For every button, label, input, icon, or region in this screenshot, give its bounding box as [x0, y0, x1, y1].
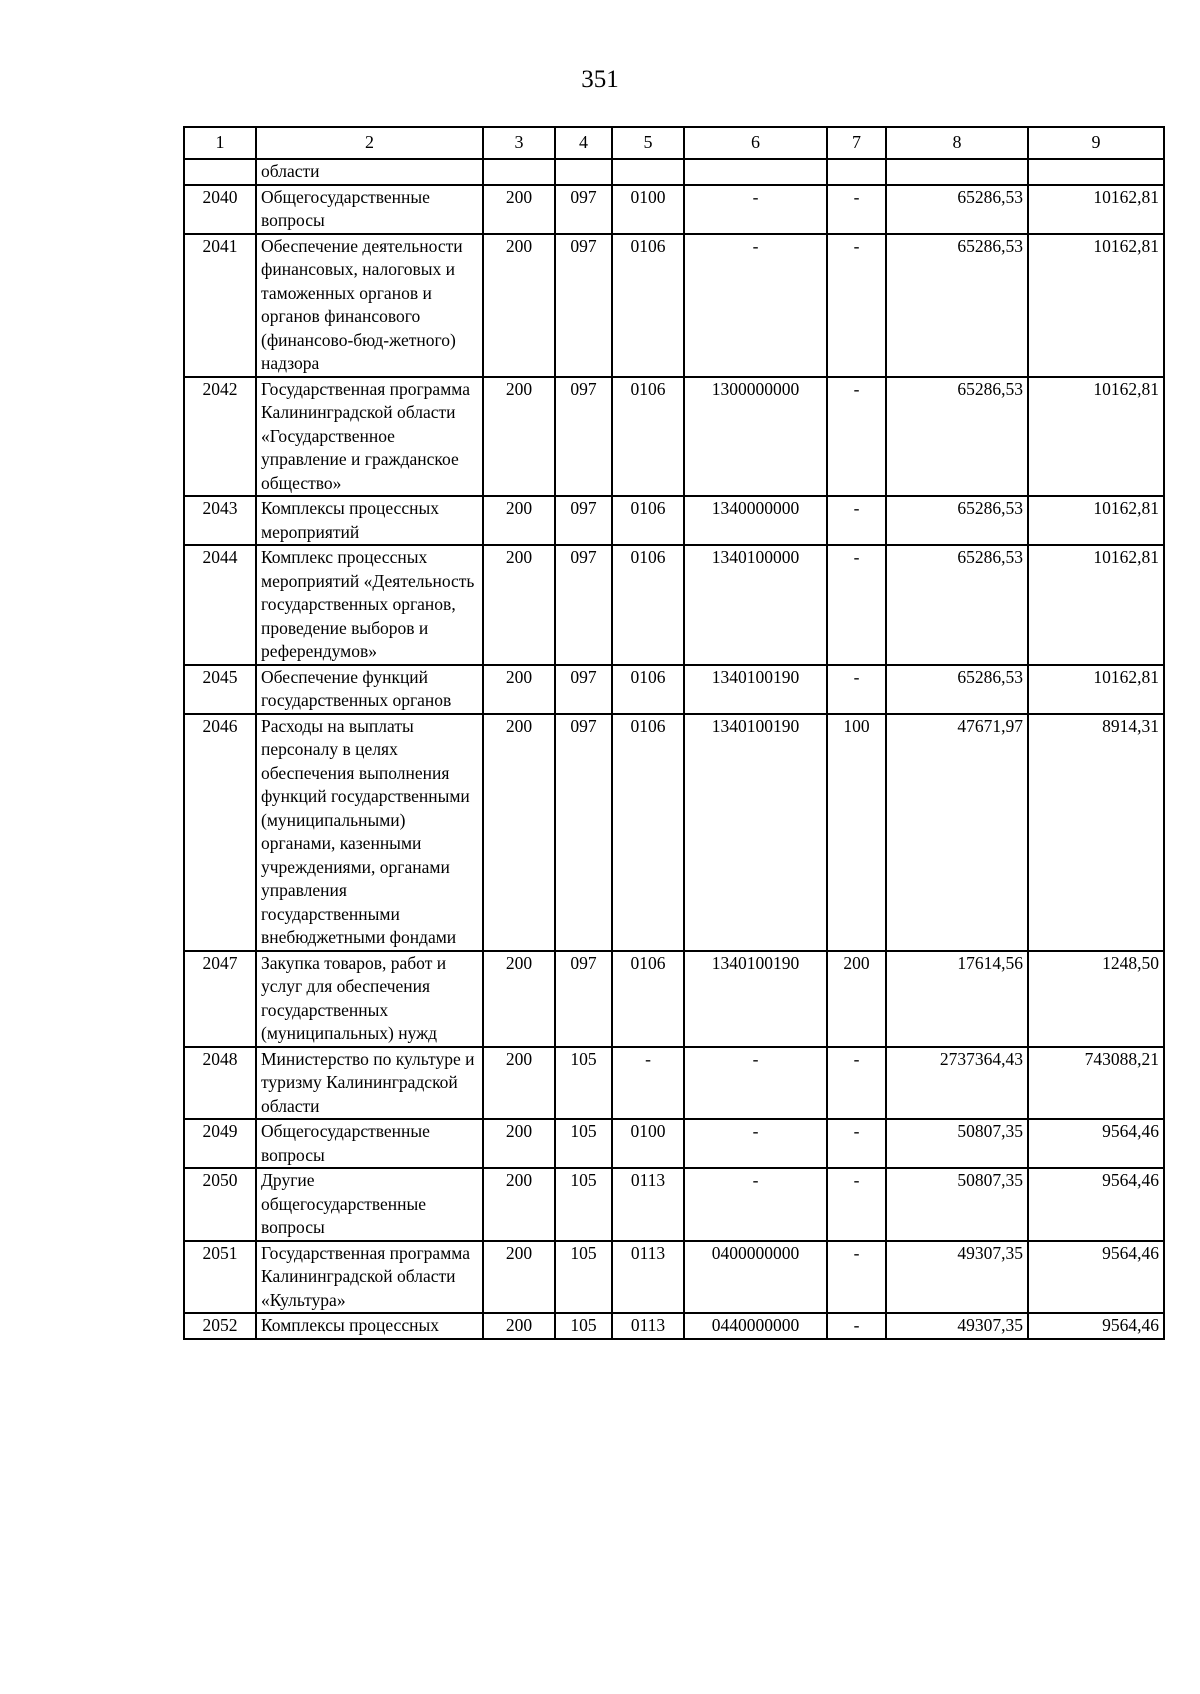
- amount-col-9: 9564,46: [1028, 1241, 1164, 1314]
- code-col-5: 0106: [612, 545, 684, 665]
- amount-col-8: 65286,53: [886, 185, 1028, 234]
- row-number: 2040: [184, 185, 256, 234]
- row-name: Комплексы процессных: [256, 1313, 483, 1339]
- code-col-6: [684, 159, 827, 185]
- amount-col-8: 50807,35: [886, 1119, 1028, 1168]
- page-number: 351: [581, 66, 619, 93]
- code-col-7: -: [827, 185, 886, 234]
- column-header: 3: [483, 127, 555, 159]
- table-body: [184, 159, 1164, 1339]
- row-name: Обеспечение функций государственных органов: [256, 665, 483, 714]
- amount-col-9: 8914,31: [1028, 714, 1164, 951]
- amount-col-9: 10162,81: [1028, 377, 1164, 497]
- code-col-7: [827, 159, 886, 185]
- code-col-5: 0106: [612, 377, 684, 497]
- budget-table: [183, 126, 1165, 1340]
- row-number: 2051: [184, 1241, 256, 1314]
- code-col-5: 0113: [612, 1313, 684, 1339]
- code-col-4: 105: [555, 1047, 612, 1120]
- code-col-5: 0106: [612, 496, 684, 545]
- row-name: Другие общегосударственные вопросы: [256, 1168, 483, 1241]
- amount-col-8: 2737364,43: [886, 1047, 1028, 1120]
- code-col-3: 200: [483, 377, 555, 497]
- code-col-6: -: [684, 185, 827, 234]
- table-row: [184, 496, 1164, 545]
- code-col-5: 0100: [612, 185, 684, 234]
- amount-col-8: 47671,97: [886, 714, 1028, 951]
- amount-col-8: 65286,53: [886, 545, 1028, 665]
- code-col-4: 097: [555, 234, 612, 377]
- code-col-7: 200: [827, 951, 886, 1047]
- row-number: 2052: [184, 1313, 256, 1339]
- code-col-3: 200: [483, 1241, 555, 1314]
- amount-col-8: 49307,35: [886, 1241, 1028, 1314]
- code-col-5: 0106: [612, 951, 684, 1047]
- row-name: Обеспечение деятельности финансовых, налоговых и таможенных органов и органов финансового (финансово-бюд-жетного) надзора: [256, 234, 483, 377]
- table-row: [184, 545, 1164, 665]
- row-number: 2044: [184, 545, 256, 665]
- code-col-4: 097: [555, 377, 612, 497]
- code-col-6: 0440000000: [684, 1313, 827, 1339]
- code-col-7: -: [827, 665, 886, 714]
- amount-col-8: 65286,53: [886, 234, 1028, 377]
- code-col-6: -: [684, 1168, 827, 1241]
- code-col-6: 1300000000: [684, 377, 827, 497]
- amount-col-9: 9564,46: [1028, 1119, 1164, 1168]
- code-col-3: 200: [483, 1313, 555, 1339]
- code-col-6: 1340100190: [684, 951, 827, 1047]
- table-row: [184, 1313, 1164, 1339]
- code-col-7: -: [827, 1168, 886, 1241]
- table-row: [184, 377, 1164, 497]
- code-col-4: 097: [555, 496, 612, 545]
- amount-col-9: [1028, 159, 1164, 185]
- table-row: [184, 1047, 1164, 1120]
- code-col-6: 1340100000: [684, 545, 827, 665]
- code-col-7: -: [827, 234, 886, 377]
- code-col-6: 1340100190: [684, 665, 827, 714]
- row-number: 2047: [184, 951, 256, 1047]
- code-col-7: -: [827, 1047, 886, 1120]
- amount-col-9: 10162,81: [1028, 185, 1164, 234]
- row-number: 2046: [184, 714, 256, 951]
- code-col-3: 200: [483, 234, 555, 377]
- code-col-3: 200: [483, 1168, 555, 1241]
- code-col-4: 097: [555, 665, 612, 714]
- code-col-7: -: [827, 1241, 886, 1314]
- amount-col-8: 65286,53: [886, 496, 1028, 545]
- code-col-4: 105: [555, 1241, 612, 1314]
- amount-col-9: 9564,46: [1028, 1168, 1164, 1241]
- row-name: Расходы на выплаты персоналу в целях обеспечения выполнения функций государственными (муниципальными) органами, казенными учреждениями, органами управления государственными внебюджетными фондами: [256, 714, 483, 951]
- amount-col-9: 10162,81: [1028, 665, 1164, 714]
- code-col-5: 0113: [612, 1168, 684, 1241]
- column-header: 6: [684, 127, 827, 159]
- row-number: 2043: [184, 496, 256, 545]
- row-name: Общегосударственные вопросы: [256, 1119, 483, 1168]
- column-header: 8: [886, 127, 1028, 159]
- amount-col-8: 49307,35: [886, 1313, 1028, 1339]
- table-row: [184, 1119, 1164, 1168]
- code-col-4: 097: [555, 545, 612, 665]
- table-row: [184, 234, 1164, 377]
- amount-col-8: 50807,35: [886, 1168, 1028, 1241]
- table-row: [184, 951, 1164, 1047]
- row-name: Министерство по культуре и туризму Калининградской области: [256, 1047, 483, 1120]
- column-header: 9: [1028, 127, 1164, 159]
- code-col-4: 105: [555, 1119, 612, 1168]
- row-name: Государственная программа Калининградской области «Государственное управление и гражданское общество»: [256, 377, 483, 497]
- code-col-6: 0400000000: [684, 1241, 827, 1314]
- table-row: [184, 1168, 1164, 1241]
- code-col-4: 097: [555, 951, 612, 1047]
- table-row: [184, 185, 1164, 234]
- amount-col-8: [886, 159, 1028, 185]
- row-name: Закупка товаров, работ и услуг для обеспечения государственных (муниципальных) нужд: [256, 951, 483, 1047]
- code-col-7: -: [827, 1313, 886, 1339]
- code-col-5: 0106: [612, 234, 684, 377]
- row-number: 2045: [184, 665, 256, 714]
- code-col-7: 100: [827, 714, 886, 951]
- amount-col-8: 65286,53: [886, 665, 1028, 714]
- code-col-3: 200: [483, 714, 555, 951]
- table-row: [184, 1241, 1164, 1314]
- amount-col-8: 65286,53: [886, 377, 1028, 497]
- code-col-5: 0106: [612, 665, 684, 714]
- code-col-5: -: [612, 1047, 684, 1120]
- code-col-4: 105: [555, 1313, 612, 1339]
- code-col-5: 0100: [612, 1119, 684, 1168]
- amount-col-9: 10162,81: [1028, 496, 1164, 545]
- code-col-7: -: [827, 545, 886, 665]
- code-col-3: 200: [483, 185, 555, 234]
- code-col-4: 105: [555, 1168, 612, 1241]
- table-row: [184, 714, 1164, 951]
- row-name: Комплекс процессных мероприятий «Деятельность государственных органов, проведение выборов и референдумов»: [256, 545, 483, 665]
- amount-col-8: 17614,56: [886, 951, 1028, 1047]
- row-number: 2041: [184, 234, 256, 377]
- code-col-6: 1340100190: [684, 714, 827, 951]
- amount-col-9: 10162,81: [1028, 545, 1164, 665]
- code-col-4: [555, 159, 612, 185]
- code-col-6: -: [684, 234, 827, 377]
- code-col-5: [612, 159, 684, 185]
- code-col-3: 200: [483, 1119, 555, 1168]
- column-header: 4: [555, 127, 612, 159]
- amount-col-9: 1248,50: [1028, 951, 1164, 1047]
- row-number: [184, 159, 256, 185]
- row-name: Государственная программа Калининградской области «Культура»: [256, 1241, 483, 1314]
- code-col-3: 200: [483, 951, 555, 1047]
- header-row: [184, 127, 1164, 159]
- table-row: [184, 159, 1164, 185]
- code-col-7: -: [827, 1119, 886, 1168]
- amount-col-9: 10162,81: [1028, 234, 1164, 377]
- code-col-6: -: [684, 1047, 827, 1120]
- code-col-3: 200: [483, 665, 555, 714]
- row-number: 2042: [184, 377, 256, 497]
- column-header: 5: [612, 127, 684, 159]
- column-header: 2: [256, 127, 483, 159]
- row-name: Общегосударственные вопросы: [256, 185, 483, 234]
- code-col-5: 0106: [612, 714, 684, 951]
- code-col-4: 097: [555, 714, 612, 951]
- column-header: 7: [827, 127, 886, 159]
- code-col-6: 1340000000: [684, 496, 827, 545]
- amount-col-9: 743088,21: [1028, 1047, 1164, 1120]
- code-col-4: 097: [555, 185, 612, 234]
- row-name: области: [256, 159, 483, 185]
- row-number: 2050: [184, 1168, 256, 1241]
- code-col-5: 0113: [612, 1241, 684, 1314]
- code-col-3: 200: [483, 545, 555, 665]
- row-number: 2048: [184, 1047, 256, 1120]
- row-number: 2049: [184, 1119, 256, 1168]
- code-col-7: -: [827, 496, 886, 545]
- code-col-3: 200: [483, 496, 555, 545]
- code-col-3: 200: [483, 1047, 555, 1120]
- table-row: [184, 665, 1164, 714]
- row-name: Комплексы процессных мероприятий: [256, 496, 483, 545]
- code-col-6: -: [684, 1119, 827, 1168]
- column-header: 1: [184, 127, 256, 159]
- amount-col-9: 9564,46: [1028, 1313, 1164, 1339]
- code-col-7: -: [827, 377, 886, 497]
- code-col-3: [483, 159, 555, 185]
